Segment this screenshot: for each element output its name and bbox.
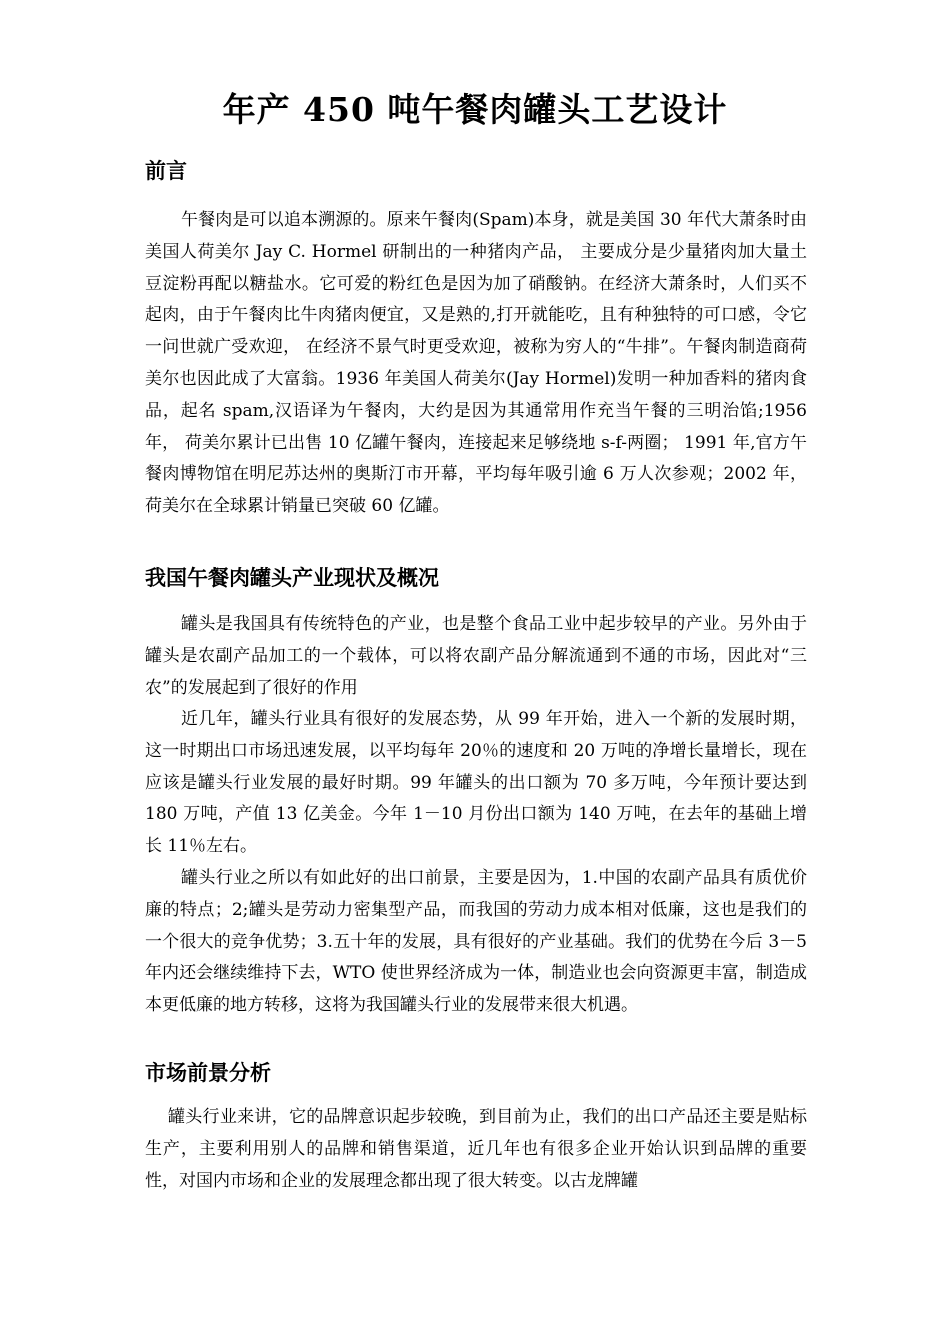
paragraph-industry-2: 近几年，罐头行业具有很好的发展态势，从 99 年开始，进入一个新的发展时期，这一时期出口市场迅速发展，以平均每年 20％的速度和 20 万吨的净增长量增长，现在应该是罐头行业发展的最好时期。99 年罐头的出口额为 70 多万吨，今年预计要达到 180 万吨，产值 13 亿美金。今年 1－10 月份出口额为 140 万吨，在去年的基础上增长 11％左右。 <box>145 709 807 857</box>
paragraph-industry-1: 罐头是我国具有传统特色的产业，也是整个食品工业中起步较早的产业。另外由于罐头是农副产品加工的一个载体，可以将农副产品分解流通到不通的市场，因此对“三农”的发展起到了很好的作用 <box>145 614 807 698</box>
document-title: 年产 450 吨午餐肉罐头工艺设计 <box>222 90 728 129</box>
paragraph-preface-1: 午餐肉是可以追本溯源的。原来午餐肉(Spam)本身，就是美国 30 年代大萧条时由美国人荷美尔 Jay C. Hormel 研制出的一种猪肉产品， 主要成分是少量猪肉加大量土豆淀粉再配以糖盐水。它可爱的粉红色是因为加了硝酸钠。在经济大萧条时，人们买不起肉，由于午餐肉比牛肉猪肉便宜，又是熟的,打开就能吃，且有种独特的可口感，令它一问世就广受欢迎， 在经济不景气时更受欢迎，被称为穷人的“牛排”。午餐肉制造商荷美尔也因此成了大富翁。1936 年美国人荷美尔(Jay Hormel)发明一种加香料的猪肉食品，起名 spam,汉语译为午餐肉，大约是因为其通常用作充当午餐的三明治馅;1956 年， 荷美尔累计已出售 10 亿罐午餐肉，连接起来足够绕地 s-f-两圈； 1991 年,官方午餐肉博物馆在明尼苏达州的奥斯汀市开幕，平均每年吸引逾 6 万人次参观；2002 年，荷美尔在全球累计销量已突破 60 亿罐。 <box>145 210 807 517</box>
section-heading-preface: 前言 <box>145 159 187 183</box>
section-heading-industry-status: 我国午餐肉罐头产业现状及概况 <box>145 566 439 590</box>
paragraph-market-1: 罐头行业来讲，它的品牌意识起步较晚，到目前为止，我们的出口产品还主要是贴标生产，主要利用别人的品牌和销售渠道，近几年也有很多企业开始认识到品牌的重要性，对国内市场和企业的发展理念都出现了很大转变。以古龙牌罐 <box>145 1107 807 1191</box>
paragraph-industry-3: 罐头行业之所以有如此好的出口前景，主要是因为，1.中国的农副产品具有质优价廉的特点；2;罐头是劳动力密集型产品，而我国的劳动力成本相对低廉，这也是我们的一个很大的竞争优势；3.五十年的发展，具有很好的产业基础。我们的优势在今后 3－5 年内还会继续维持下去，WTO 使世界经济成为一体，制造业也会向资源更丰富，制造成本更低廉的地方转移，这将为我国罐头行业的发展带来很大机遇。 <box>145 868 807 1016</box>
section-heading-market-outlook: 市场前景分析 <box>145 1061 271 1085</box>
